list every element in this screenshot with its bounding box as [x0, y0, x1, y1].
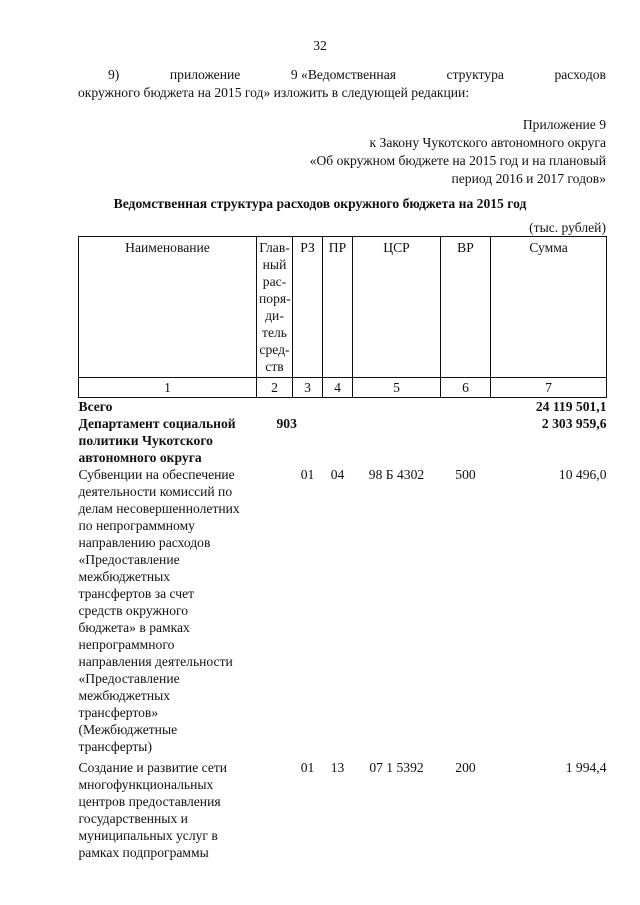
cell-vr — [441, 415, 491, 466]
row-name-line: Субвенции на обеспечение — [78, 467, 235, 482]
cell-sum: 2 303 959,6 — [541, 416, 607, 431]
paragraph-word: 9 «Ведомственная — [290, 67, 396, 82]
row-name-line: муниципальных услуг в — [78, 828, 218, 843]
paragraph-word: структура — [446, 67, 504, 82]
row-name-line: межбюджетных — [78, 688, 171, 703]
budget-table — [78, 236, 607, 861]
header-grbs-line: Глав- — [259, 240, 290, 255]
column-number: 3 — [293, 378, 323, 398]
cell-pr: 13 — [330, 760, 345, 775]
table-row — [79, 398, 607, 416]
row-name-line: (Межбюджетные — [78, 722, 178, 737]
row-name-line: автономного округа — [78, 450, 202, 465]
header-vr: ВР — [441, 237, 491, 378]
row-name-line: по непрограммному — [78, 518, 195, 533]
row-name-line: «Предоставление — [78, 552, 180, 567]
cell-rz: 01 — [300, 760, 315, 775]
column-number: 2 — [257, 378, 293, 398]
row-name-line: центров предоставления — [78, 794, 221, 809]
cell-csr: 98 Б 4302 — [368, 467, 425, 482]
page-number: 32 — [313, 38, 327, 53]
row-name-line: делам несовершеннолетних — [78, 501, 240, 516]
paragraph-word: приложение — [169, 67, 241, 82]
row-name-line: государственных и — [78, 811, 188, 826]
document-title: Ведомственная структура расходов окружного бюджета на 2015 год — [113, 196, 527, 211]
paragraph-line-2: окружного бюджета на 2015 год» изложить в следующей редакции: — [78, 85, 470, 100]
column-number-row — [79, 378, 607, 398]
row-name-line: политики Чукотского — [78, 433, 213, 448]
table-body — [79, 398, 607, 862]
row-name — [79, 398, 257, 416]
row-name-line: трансфертов за счет — [78, 586, 195, 601]
column-number: 5 — [353, 378, 441, 398]
cell-vr: 500 — [455, 467, 476, 482]
header-pr: ПР — [323, 237, 353, 378]
row-name — [79, 466, 257, 755]
cell-grbs: 903 — [276, 416, 297, 431]
header-rz: РЗ — [293, 237, 323, 378]
row-name — [79, 755, 257, 861]
units-label: (тыс. рублей) — [529, 220, 606, 235]
cell-rz — [293, 415, 323, 466]
row-name-line: Создание и развитие сети — [78, 760, 228, 775]
header-grbs-line: ств — [265, 359, 284, 374]
cell-pr — [323, 415, 353, 466]
cell-vr — [441, 398, 491, 416]
appendix-line: «Об окружном бюджете на 2015 год и на плановый — [309, 153, 606, 168]
row-name-line: трансфертов» — [78, 705, 159, 720]
cell-rz — [293, 398, 323, 416]
cell-sum: 1 994,4 — [565, 760, 607, 775]
cell-pr — [323, 398, 353, 416]
row-name-line: межбюджетных — [78, 569, 171, 584]
header-grbs-line: ди- — [265, 308, 284, 323]
appendix-line: период 2016 и 2017 годов» — [451, 171, 606, 186]
row-name-line: направления деятельности — [78, 654, 233, 669]
header-grbs-line: рас- — [262, 274, 287, 289]
row-name-line: деятельности комиссий по — [78, 484, 233, 499]
row-name-line: трансферты) — [78, 739, 152, 754]
appendix-line: к Закону Чукотского автономного округа — [369, 135, 606, 150]
table-row — [79, 755, 607, 861]
row-name — [79, 415, 257, 466]
amendment-paragraph — [78, 66, 606, 102]
header-grbs-line: поря- — [259, 291, 291, 306]
header-sum: Сумма — [491, 237, 607, 378]
table-row — [79, 415, 607, 466]
row-name-line: Всего — [78, 399, 113, 414]
row-name-line: бюджета» в рамках — [78, 620, 190, 635]
row-name-line: «Предоставление — [78, 671, 180, 686]
header-grbs — [257, 237, 293, 378]
cell-csr — [353, 415, 441, 466]
header-grbs-line: тель — [262, 325, 287, 340]
column-number: 6 — [441, 378, 491, 398]
cell-grbs — [257, 755, 293, 861]
appendix-header — [310, 116, 606, 188]
cell-csr — [353, 398, 441, 416]
table-row — [79, 466, 607, 755]
cell-sum: 24 119 501,1 — [535, 399, 607, 414]
row-name-line: направлению расходов — [78, 535, 211, 550]
row-name-line: рамках подпрограммы — [78, 845, 209, 860]
cell-grbs — [257, 466, 293, 755]
appendix-line: Приложение 9 — [522, 117, 606, 132]
header-grbs-line: сред- — [259, 342, 290, 357]
header-grbs-line: ный — [262, 257, 287, 272]
cell-rz: 01 — [300, 467, 315, 482]
cell-grbs — [257, 398, 293, 416]
row-name-line: средств окружного — [78, 603, 189, 618]
cell-pr: 04 — [330, 467, 345, 482]
cell-vr: 200 — [455, 760, 476, 775]
cell-sum: 10 496,0 — [558, 467, 607, 482]
paragraph-word: расходов — [554, 67, 606, 82]
header-csr: ЦСР — [353, 237, 441, 378]
column-number: 1 — [79, 378, 257, 398]
row-name-line: непрограммного — [78, 637, 175, 652]
column-number: 7 — [491, 378, 607, 398]
row-name-line: многофункциональных — [78, 777, 214, 792]
header-name: Наименование — [79, 237, 257, 378]
table-header-row — [79, 237, 607, 378]
paragraph-word: 9) — [108, 67, 120, 82]
column-number: 4 — [323, 378, 353, 398]
cell-csr: 07 1 5392 — [369, 760, 424, 775]
row-name-line: Департамент социальной — [78, 416, 236, 431]
paragraph-line-1 — [78, 66, 606, 84]
